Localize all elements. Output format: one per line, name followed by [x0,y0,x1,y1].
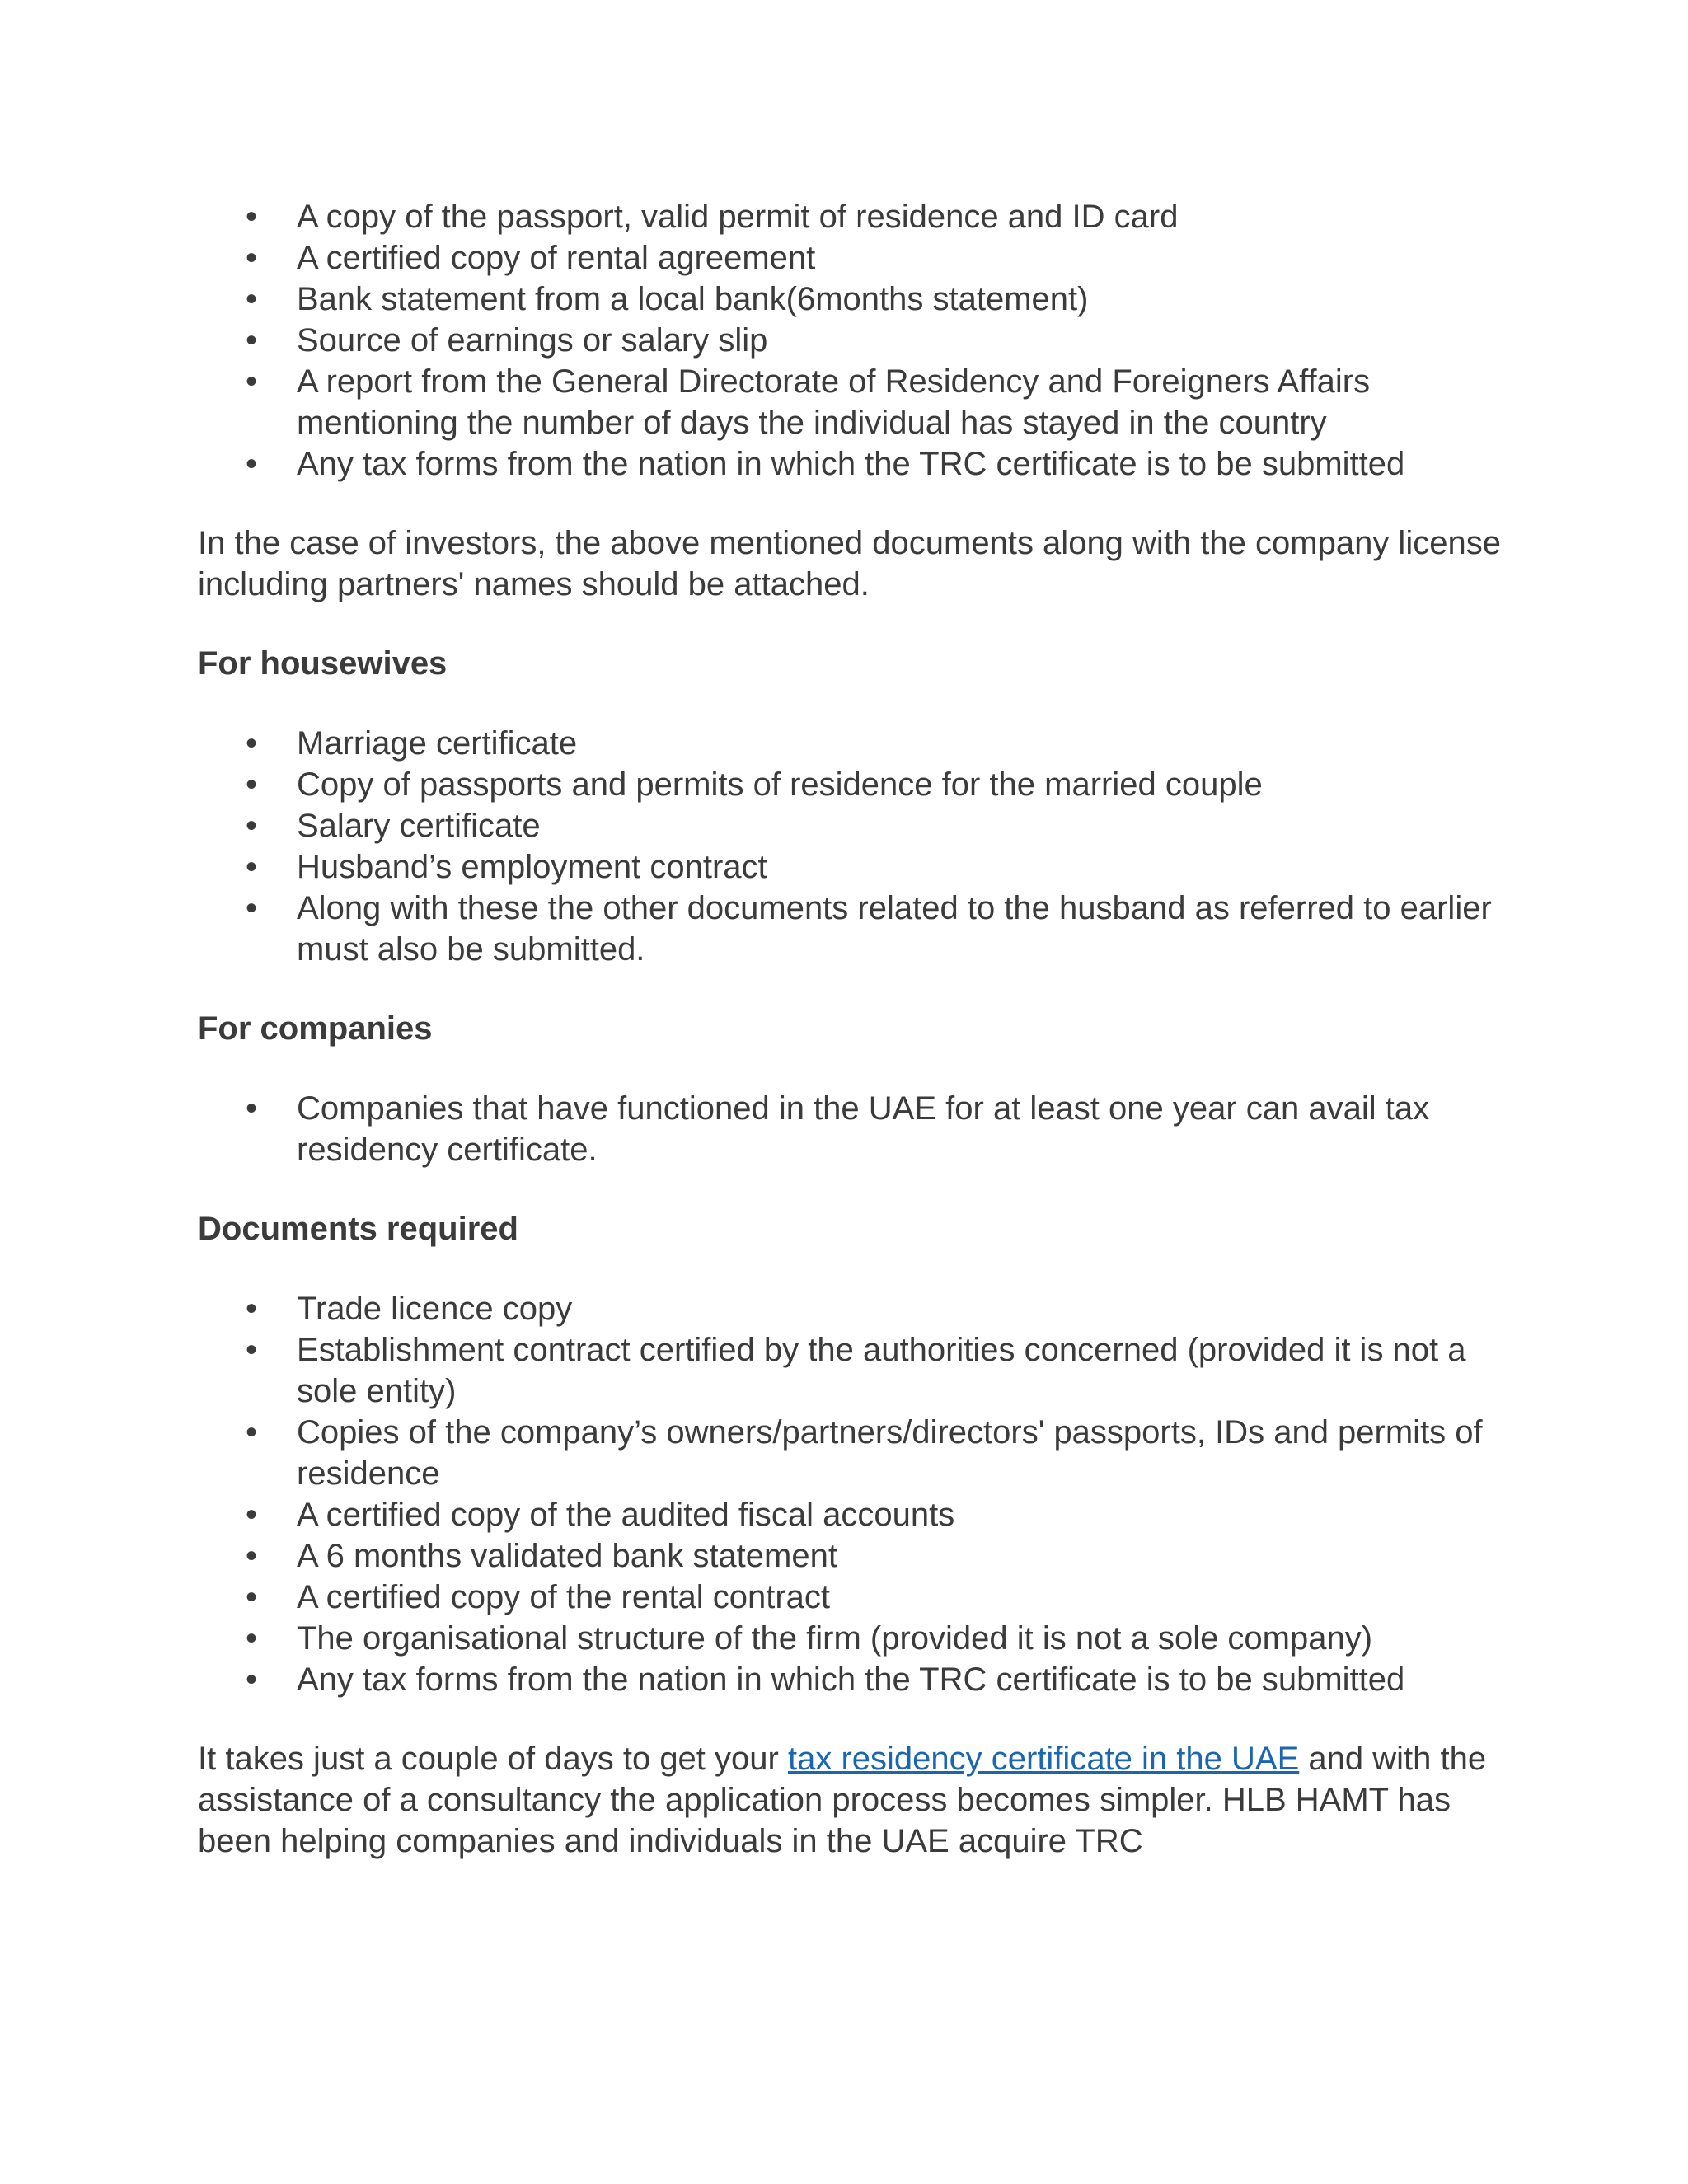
bullet-icon: • [246,725,258,762]
list-item: • Bank statement from a local bank(6months statement) [198,279,1533,320]
company-documents-list [198,1288,1533,1700]
list-item: • The organisational structure of the firm (provided it is not a sole company) [198,1618,1533,1659]
list-item: • Marriage certificate [198,723,1533,764]
bullet-icon: • [246,766,258,803]
bullet-icon: • [246,808,258,844]
bullet-icon: • [246,199,258,235]
list-item: • A report from the General Directorate of Residency and Foreigners Affairs mentioning the number of days the individual has stayed in the country [198,361,1533,443]
bullet-icon: • [246,1414,258,1451]
list-item: • A certified copy of the audited fiscal accounts [198,1494,1533,1535]
list-item: • Copy of passports and permits of residence for the married couple [198,764,1533,805]
bullet-icon: • [246,1497,258,1533]
closing-paragraph: It takes just a couple of days to get your tax residency certificate in the UAE and with the assistance of a consultancy the application process becomes simpler. HLB HAMT has been helping companies and individuals in the UAE acquire TRC [198,1741,1487,1859]
list-item: • Any tax forms from the nation in which the TRC certificate is to be submitted [198,1659,1533,1700]
bullet-icon: • [246,1090,258,1127]
list-item: • Companies that have functioned in the UAE for at least one year can avail tax residency certificate. [198,1088,1533,1170]
bullet-icon: • [246,1538,258,1574]
documents-heading: Documents required [198,1211,518,1247]
list-item: • Source of earnings or salary slip [198,320,1533,361]
bullet-icon: • [246,363,258,400]
list-item: • Any tax forms from the nation in which the TRC certificate is to be submitted [198,443,1533,485]
bullet-icon: • [246,890,258,926]
tax-residency-certificate-link[interactable]: tax residency certificate in the UAE [787,1741,1300,1777]
document-page [198,196,1533,1862]
list-item: • Husband’s employment contract [198,846,1533,888]
list-item: • Along with these the other documents related to the husband as referred to earlier must also be submitted. [198,888,1533,970]
companies-list [198,1088,1533,1170]
bullet-icon: • [246,1620,258,1657]
list-item: • Copies of the company’s owners/partners/directors' passports, IDs and permits of residence [198,1412,1533,1494]
list-item: • A certified copy of rental agreement [198,237,1533,279]
list-item: • A copy of the passport, valid permit of residence and ID card [198,196,1533,237]
bullet-icon: • [246,1332,258,1368]
bullet-icon: • [246,322,258,359]
list-item: • Salary certificate [198,805,1533,846]
bullet-icon: • [246,1291,258,1327]
bullet-icon: • [246,1661,258,1698]
list-item: • Trade licence copy [198,1288,1533,1329]
housewives-heading: For housewives [198,645,448,682]
companies-heading: For companies [198,1010,433,1047]
list-item: • A 6 months validated bank statement [198,1535,1533,1577]
personal-documents-list [198,196,1533,485]
investors-paragraph: In the case of investors, the above mentioned documents along with the company license including partners' names should be attached. [198,525,1501,602]
bullet-icon: • [246,1579,258,1615]
list-item: • Establishment contract certified by the authorities concerned (provided it is not a sole entity) [198,1329,1533,1412]
list-item: • A certified copy of the rental contract [198,1577,1533,1618]
bullet-icon: • [246,240,258,276]
bullet-icon: • [246,281,258,317]
housewives-list [198,723,1533,970]
bullet-icon: • [246,849,258,885]
bullet-icon: • [246,446,258,482]
